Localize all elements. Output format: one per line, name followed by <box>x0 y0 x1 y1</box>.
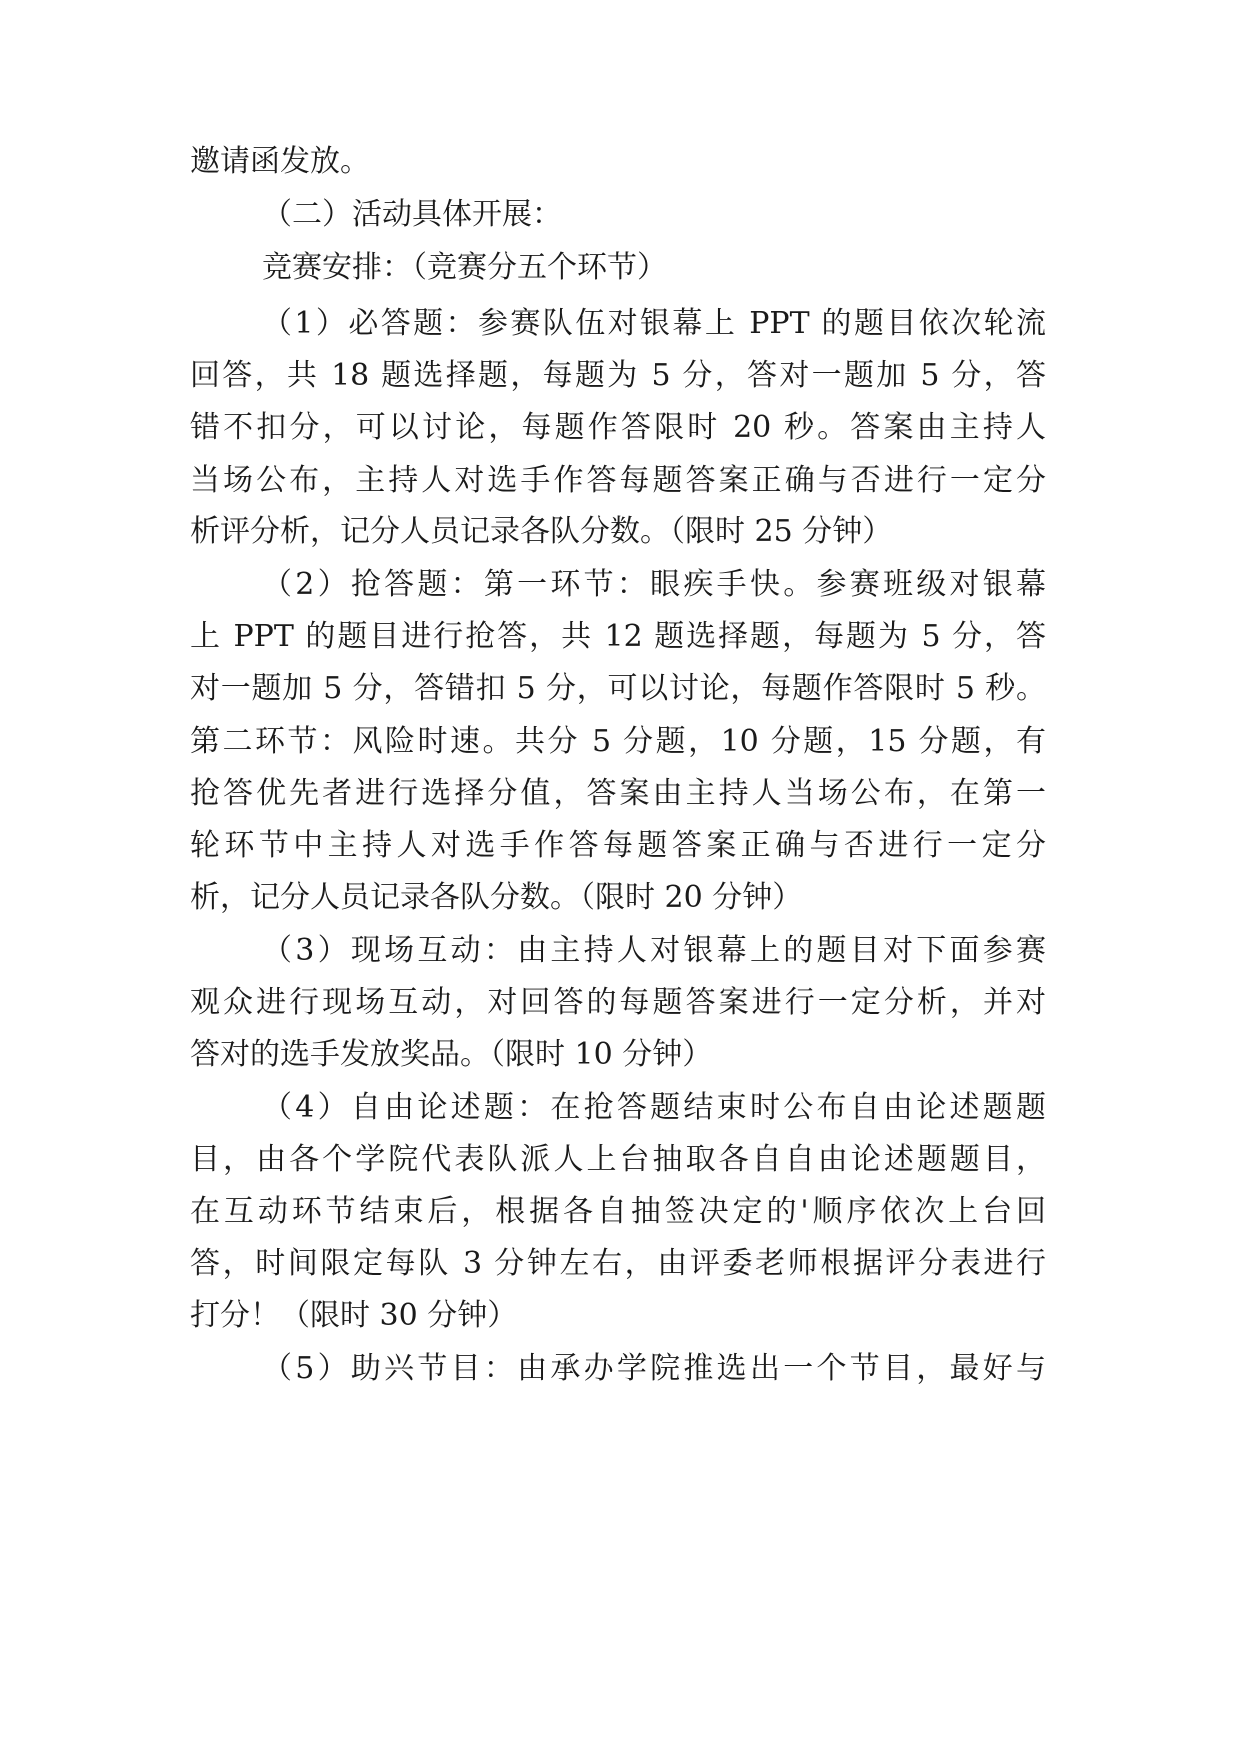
text-line: 目，由各个学院代表队派人上台抽取各自自由论述题题目， <box>190 1142 1046 1177</box>
text-line: 抢答优先者进行选择分值，答案由主持人当场公布，在第一 <box>190 776 1046 811</box>
section-heading: （二）活动具体开展： <box>262 197 562 232</box>
text-line: （3）现场互动：由主持人对银幕上的题目对下面参赛 <box>262 933 1046 968</box>
text-line: （5）助兴节目：由承办学院推选出一个节目，最好与 <box>262 1351 1046 1386</box>
text-line: 观众进行现场互动，对回答的每题答案进行一定分析，并对 <box>190 985 1046 1020</box>
text-line: 上 PPT 的题目进行抢答，共 12 题选择题，每题为 5 分，答 <box>190 619 1046 654</box>
text-line: 第二环节：风险时速。共分 5 分题，10 分题，15 分题，有 <box>190 724 1046 759</box>
text-line: 邀请函发放。 <box>190 144 370 179</box>
text-line: 打分！（限时 30 分钟） <box>190 1298 518 1333</box>
text-line: 回答，共 18 题选择题，每题为 5 分，答对一题加 5 分，答 <box>190 358 1046 393</box>
text-line: 错不扣分，可以讨论，每题作答限时 20 秒。答案由主持人 <box>190 410 1046 445</box>
text-line: 当场公布，主持人对选手作答每题答案正确与否进行一定分 <box>190 463 1046 498</box>
text-line: （4）自由论述题：在抢答题结束时公布自由论述题题 <box>262 1090 1046 1125</box>
text-line: （1）必答题：参赛队伍对银幕上 PPT 的题目依次轮流 <box>262 306 1046 341</box>
text-line: 答，时间限定每队 3 分钟左右，由评委老师根据评分表进行 <box>190 1246 1046 1281</box>
text-line: 析，记分人员记录各队分数。（限时 20 分钟） <box>190 880 803 915</box>
text-line: （2）抢答题：第一环节：眼疾手快。参赛班级对银幕 <box>262 567 1046 602</box>
text-line: 轮环节中主持人对选手作答每题答案正确与否进行一定分 <box>190 828 1046 863</box>
text-line: 答对的选手发放奖品。（限时 10 分钟） <box>190 1037 713 1072</box>
text-line: 在互动环节结束后，根据各自抽签决定的'顺序依次上台回 <box>190 1194 1046 1229</box>
text-line: 析评分析，记分人员记录各队分数。（限时 25 分钟） <box>190 514 893 549</box>
text-line: 竞赛安排：（竞赛分五个环节） <box>262 250 667 285</box>
text-line: 对一题加 5 分，答错扣 5 分，可以讨论，每题作答限时 5 秒。 <box>190 671 1046 706</box>
